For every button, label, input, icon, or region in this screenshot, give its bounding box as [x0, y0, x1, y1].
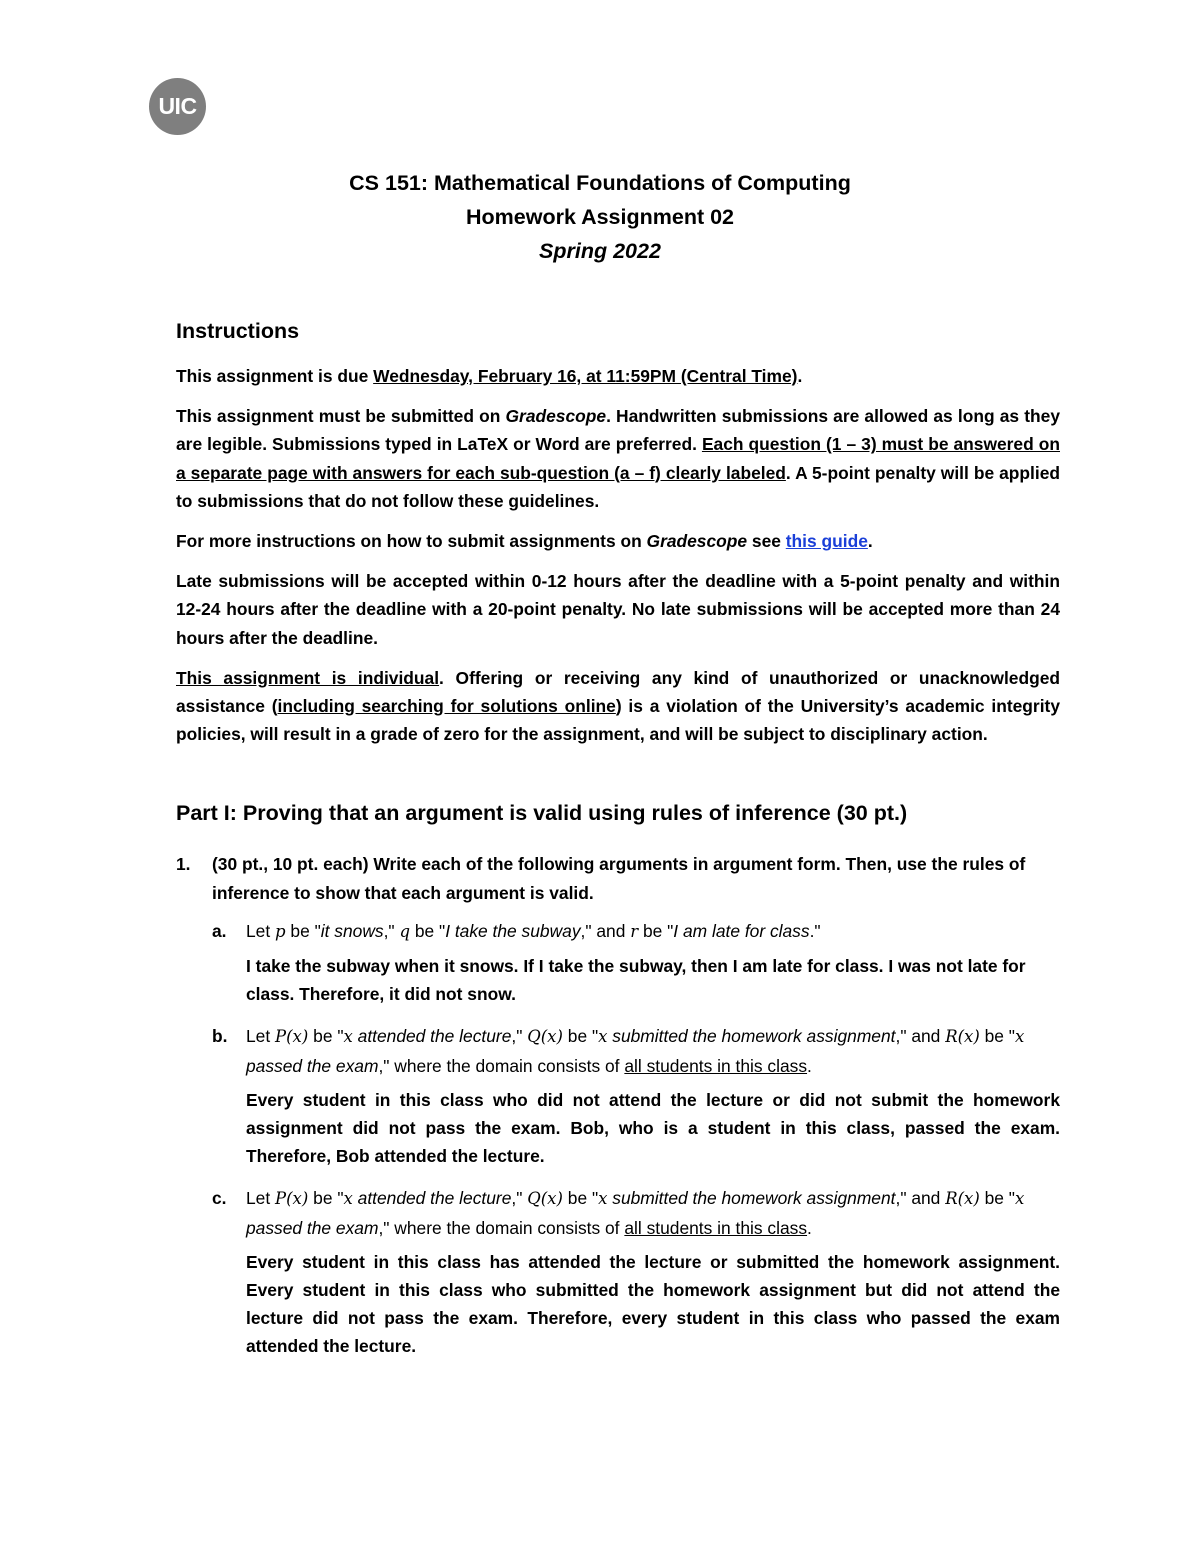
guide-text-c: .: [867, 531, 873, 552]
var-q: q: [399, 921, 410, 941]
be-c1: be ": [308, 1188, 344, 1209]
definition-b: [246, 1022, 1060, 1079]
integrity-text-a: . Offering or receiving any kind of unauthorized or unacknowledged assistance (: [176, 667, 1060, 717]
guide-text-b: see: [747, 531, 786, 552]
domain-c: all students in this class: [624, 1217, 808, 1238]
predicate-P: P(x): [275, 1189, 309, 1209]
end-c: .: [807, 1217, 812, 1238]
be-c3: be ": [979, 1188, 1015, 1209]
be-a2: be ": [410, 920, 446, 941]
domain-b: all students in this class: [624, 1055, 808, 1076]
Q-definition: submitted the homework assignment: [607, 1188, 896, 1209]
be-b1: be ": [308, 1026, 344, 1047]
sub-question-c: [212, 1184, 1060, 1360]
due-prefix: This assignment is due: [176, 366, 374, 386]
var-p: p: [275, 921, 286, 941]
sep-a2: ," and: [580, 920, 631, 941]
be-b3: be ": [979, 1026, 1015, 1047]
argument-a: I take the subway when it snows. If I take the subway, then I am late for class. I was not late for class. Therefore, it did not snow.: [246, 956, 1026, 1005]
question-text: (30 pt., 10 pt. each) Write each of the following arguments in argument form. Then, use the rules of inference to show that each argument is valid.: [212, 854, 1026, 903]
submission-paragraph: [176, 402, 1060, 515]
sep-b2: ," and: [895, 1026, 946, 1047]
individual-text: This assignment is individual: [176, 667, 440, 688]
definition-a: [246, 917, 1060, 946]
let-a: Let: [246, 920, 276, 941]
var-r: r: [630, 921, 639, 941]
question-1: [176, 850, 1060, 1360]
let-b: Let: [246, 1026, 276, 1047]
R-definition: passed the exam: [246, 1217, 379, 1238]
submit-rule: Each question (1 – 3) must be answered on a separate page with answers for each sub-question (a – f) clearly labeled: [176, 434, 1060, 483]
r-definition: I am late for class: [673, 920, 810, 941]
guide-link[interactable]: this guide: [785, 531, 868, 552]
assignment-title: Homework Assignment 02: [465, 205, 735, 229]
integrity-text-b: ) is a violation of the University’s academic integrity policies, will result in a grade of zero for the assignment, and will be subject to disciplinary action.: [176, 696, 1060, 745]
submit-text-a: This assignment must be submitted on: [176, 406, 506, 427]
course-title: CS 151: Mathematical Foundations of Computing: [349, 171, 851, 195]
var-x: x: [598, 1189, 608, 1209]
predicate-Q: Q(x): [527, 1189, 563, 1209]
sub-body-c: [246, 1184, 1060, 1360]
argument-c: Every student in this class has attended the lecture or submitted the homework assignment. Every student in this class who submitted the homework assignment but did not attend the lecture did not pass the exam. Therefore, every student in this class who passed the exam attended the lecture.: [246, 1251, 1060, 1357]
semester: Spring 2022: [539, 239, 661, 263]
let-c: Let: [246, 1188, 276, 1209]
submit-text-c: . A 5-point penalty will be applied to submissions that do not follow these guidelines.: [176, 462, 1060, 511]
sub-question-b: [212, 1022, 1060, 1170]
var-x: x: [343, 1027, 353, 1047]
uic-logo: [149, 78, 206, 135]
gradescope-text: Gradescope: [505, 406, 607, 427]
late-paragraph: Late submissions will be accepted within 0-12 hours after the deadline with a 5-point penalty and within 12-24 hours after the deadline with a 20-point penalty. No late submissions will be accepted more than 24 hours after the deadline.: [176, 571, 1060, 648]
sub-body-a: [246, 917, 1060, 1009]
be-c2: be ": [562, 1188, 599, 1209]
due-suffix: .: [797, 366, 803, 386]
Q-definition: submitted the homework assignment: [607, 1026, 896, 1047]
argument-b: Every student in this class who did not attend the lecture or did not submit the homework assignment did not pass the exam. Bob, who is a student in this class, passed the exam. Therefore, Bob attended the lecture.: [246, 1089, 1060, 1167]
P-definition: attended the lecture: [352, 1026, 512, 1047]
gradescope-text-2: Gradescope: [646, 531, 748, 552]
var-x: x: [1014, 1027, 1025, 1047]
due-paragraph: [176, 362, 1060, 390]
due-date: Wednesday, February 16, at 11:59PM (Central Time): [373, 366, 798, 386]
question-body: [212, 850, 1060, 1360]
R-definition: passed the exam: [246, 1055, 379, 1076]
be-a1: be ": [285, 920, 321, 941]
guide-paragraph: [176, 527, 1060, 555]
be-b2: be ": [562, 1026, 599, 1047]
predicate-R: R(x): [945, 1027, 980, 1047]
P-definition: attended the lecture: [352, 1188, 512, 1209]
guide-text-a: For more instructions on how to submit assignments on: [176, 531, 647, 552]
predicate-P: P(x): [275, 1027, 309, 1047]
var-x: x: [598, 1027, 608, 1047]
var-x: x: [343, 1189, 353, 1209]
sep-b1: ,": [511, 1026, 528, 1047]
part1-heading: Part I: Proving that an argument is valid using rules of inference (30 pt.): [176, 801, 908, 826]
sub-letter-a: a.: [212, 920, 227, 941]
var-x: x: [1014, 1189, 1025, 1209]
submit-text-b: . Handwritten submissions are allowed as long as they are legible. Submissions typed in LaTeX or Word are preferred.: [176, 406, 1060, 455]
end-b: .: [807, 1055, 812, 1076]
integrity-paragraph: [176, 664, 1060, 749]
sub-question-a: [212, 917, 1060, 1009]
sep-c2: ," and: [895, 1188, 946, 1209]
predicate-Q: Q(x): [527, 1027, 563, 1047]
q-definition: I take the subway: [445, 920, 581, 941]
sep-c1: ,": [511, 1188, 528, 1209]
instructions-heading: Instructions: [176, 319, 300, 343]
sub-body-b: [246, 1022, 1060, 1170]
p-definition: it snows: [320, 920, 384, 941]
definition-c: [246, 1184, 1060, 1241]
title-block: [0, 166, 1200, 268]
sep-b3: ," where the domain consists of: [378, 1055, 625, 1076]
sub-letter-b: b.: [212, 1026, 228, 1047]
logo-text: UIC: [158, 93, 197, 119]
document-content: [176, 316, 1060, 1361]
be-a3: be ": [638, 920, 674, 941]
sub-letter-c: c.: [212, 1188, 227, 1209]
predicate-R: R(x): [945, 1189, 980, 1209]
searching-text: including searching for solutions online: [277, 696, 616, 717]
sep-c3: ," where the domain consists of: [378, 1217, 625, 1238]
end-a: .": [809, 920, 821, 941]
sep-a1: ,": [383, 920, 400, 941]
question-number: 1.: [176, 854, 191, 875]
